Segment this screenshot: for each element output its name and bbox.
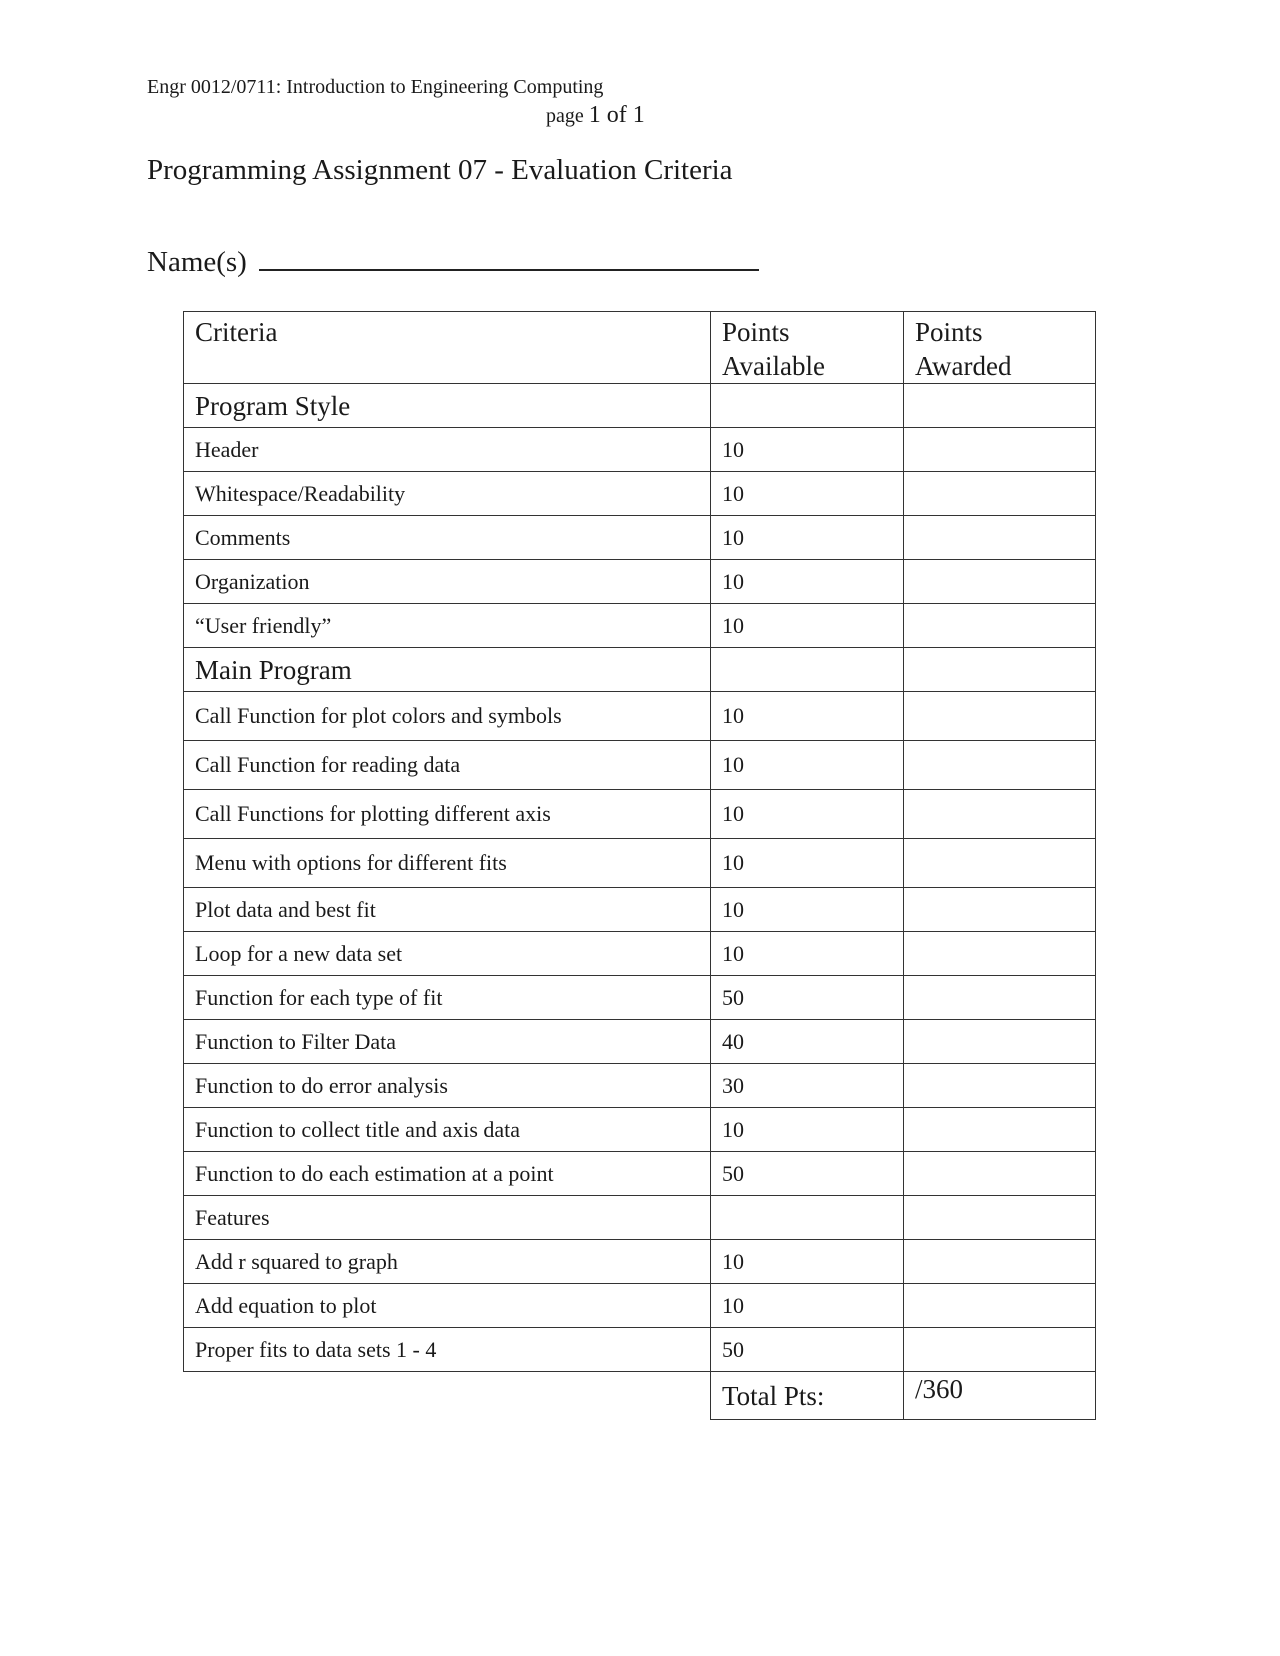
document-title: Programming Assignment 07 - Evaluation Criteria [147,154,733,186]
table-row [184,604,1096,648]
name-label: Name(s) [147,246,247,278]
points-cell: 10 [711,1240,904,1284]
awarded-cell [904,472,1096,516]
awarded-cell [904,1284,1096,1328]
criteria-cell: Header [184,428,711,472]
criteria-cell: Function to Filter Data [184,1020,711,1064]
awarded-cell [904,1020,1096,1064]
total-spacer [184,1372,711,1420]
table-row [184,1064,1096,1108]
table-row [184,741,1096,790]
table-row [184,888,1096,932]
awarded-cell [904,1152,1096,1196]
points-cell: 10 [711,604,904,648]
awarded-cell [904,1196,1096,1240]
criteria-cell: Program Style [184,384,711,428]
table-header-row [184,312,1096,384]
table-row [184,560,1096,604]
points-cell: 10 [711,428,904,472]
awarded-cell [904,932,1096,976]
table-row [184,839,1096,888]
criteria-cell: Features [184,1196,711,1240]
points-cell: 30 [711,1064,904,1108]
criteria-cell: Organization [184,560,711,604]
criteria-cell: Whitespace/Readability [184,472,711,516]
awarded-cell [904,888,1096,932]
points-awarded-header: Points Awarded [904,312,1096,384]
awarded-cell [904,1240,1096,1284]
points-cell: 10 [711,516,904,560]
points-cell: 50 [711,976,904,1020]
points-cell: 10 [711,560,904,604]
table-row [184,1240,1096,1284]
points-cell: 50 [711,1152,904,1196]
awarded-cell [904,1108,1096,1152]
table-row [184,1152,1096,1196]
criteria-cell: Proper fits to data sets 1 - 4 [184,1328,711,1372]
criteria-table [183,311,1096,1420]
awarded-cell [904,428,1096,472]
page-count: 1 of 1 [588,102,645,128]
awarded-cell [904,692,1096,741]
course-header: Engr 0012/0711: Introduction to Engineering Computing [147,76,604,98]
name-underline [259,247,759,271]
criteria-cell: Function for each type of fit [184,976,711,1020]
points-cell: 10 [711,932,904,976]
table-row [184,790,1096,839]
awarded-cell [904,648,1096,692]
points-cell: 50 [711,1328,904,1372]
awarded-cell [904,560,1096,604]
section-row [184,648,1096,692]
awarded-cell [904,741,1096,790]
criteria-cell: Main Program [184,648,711,692]
points-cell: 10 [711,888,904,932]
points-available-header: Points Available [711,312,904,384]
criteria-cell: Function to do each estimation at a point [184,1152,711,1196]
criteria-header: Criteria [184,312,711,384]
criteria-cell: Function to do error analysis [184,1064,711,1108]
criteria-cell: Add equation to plot [184,1284,711,1328]
awarded-cell [904,839,1096,888]
points-cell: 10 [711,790,904,839]
criteria-cell: Call Function for reading data [184,741,711,790]
criteria-cell: Plot data and best fit [184,888,711,932]
awarded-cell [904,976,1096,1020]
name-field [147,246,759,279]
table-row [184,516,1096,560]
awarded-cell [904,1328,1096,1372]
criteria-cell: Call Function for plot colors and symbols [184,692,711,741]
awarded-cell [904,790,1096,839]
criteria-cell: Add r squared to graph [184,1240,711,1284]
total-label: Total Pts: [711,1372,904,1420]
points-cell [711,384,904,428]
page-number [546,102,645,129]
points-cell: 10 [711,1108,904,1152]
points-cell: 10 [711,692,904,741]
table-row [184,1328,1096,1372]
table-row [184,1284,1096,1328]
criteria-cell: Menu with options for different fits [184,839,711,888]
table-row [184,472,1096,516]
points-cell: 10 [711,839,904,888]
awarded-cell [904,1064,1096,1108]
table-row [184,1108,1096,1152]
table-row [184,428,1096,472]
table-row [184,1196,1096,1240]
points-cell: 40 [711,1020,904,1064]
points-cell: 10 [711,741,904,790]
section-row [184,384,1096,428]
table-row [184,976,1096,1020]
criteria-cell: Function to collect title and axis data [184,1108,711,1152]
page-word: page [546,105,584,127]
points-cell: 10 [711,472,904,516]
criteria-cell: Call Functions for plotting different axis [184,790,711,839]
criteria-cell: Comments [184,516,711,560]
criteria-cell: Loop for a new data set [184,932,711,976]
awarded-cell [904,384,1096,428]
table-row [184,692,1096,741]
table-row [184,932,1096,976]
points-cell [711,648,904,692]
points-cell [711,1196,904,1240]
table-row [184,1020,1096,1064]
awarded-cell [904,604,1096,648]
awarded-cell [904,516,1096,560]
points-cell: 10 [711,1284,904,1328]
total-value: /360 [904,1372,1096,1420]
criteria-cell: “User friendly” [184,604,711,648]
total-row [184,1372,1096,1420]
